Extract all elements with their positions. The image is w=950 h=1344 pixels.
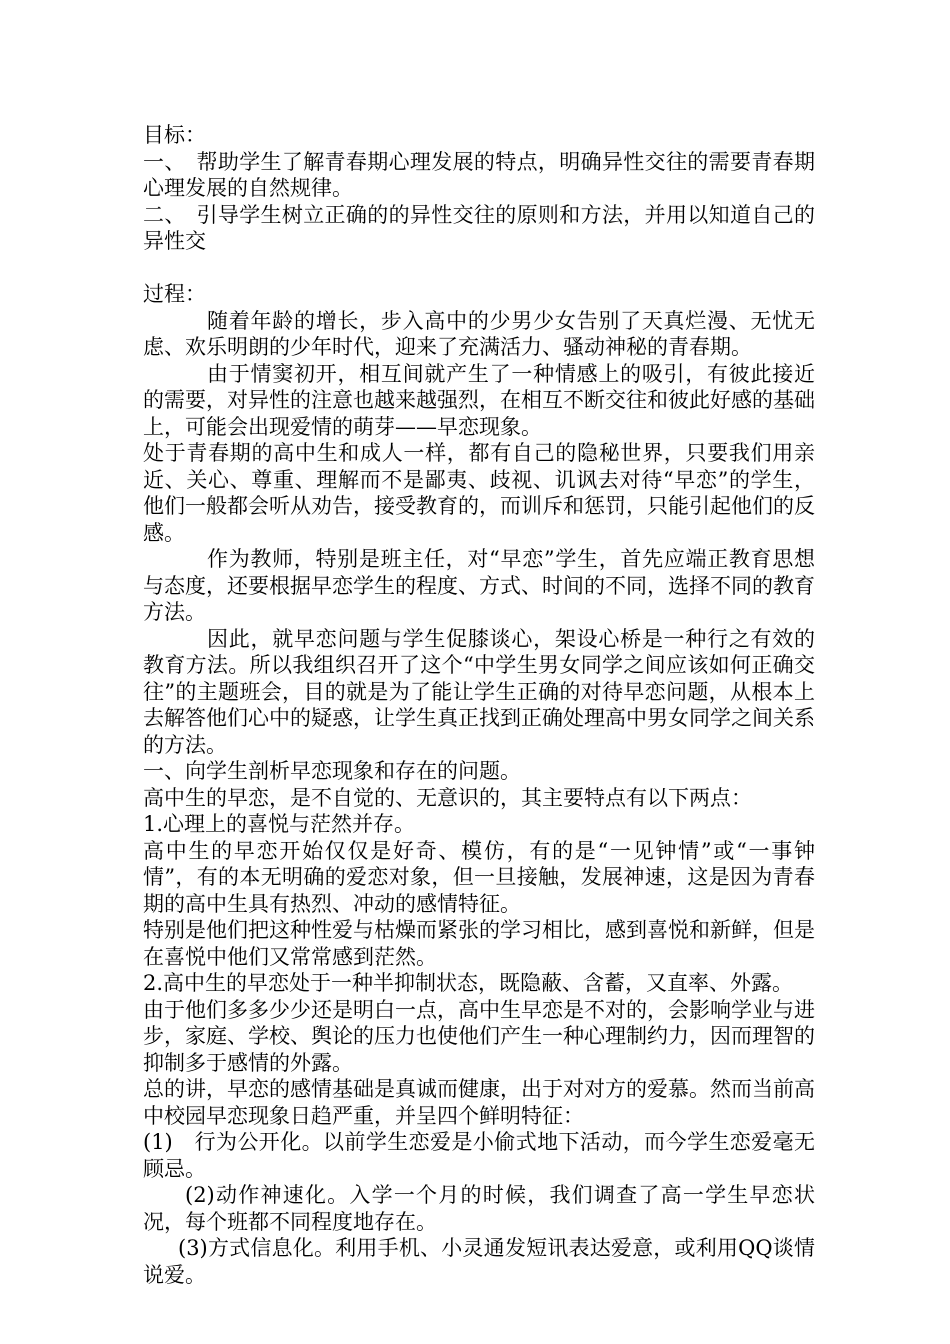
paragraph-summary: 总的讲，早恋的感情基础是真诚而健康，出于对对方的爱慕。然而当前高中校园早恋现象日趋严重，并呈四个鲜明特征： (143, 1077, 815, 1128)
blank-line (143, 255, 815, 282)
paragraph-joy: 特别是他们把这种性爱与枯燥而紧张的学习相比，感到喜悦和新鲜，但是在喜悦中他们又常常感到茫然。 (143, 918, 815, 969)
paragraph-secret-world: 处于青春期的高中生和成人一样，都有自己的隐秘世界，只要我们用亲近、关心、尊重、理解而不是鄙夷、歧视、讥讽去对待“早恋”的学生，他们一般都会听从劝告，接受教育的，而训斥和惩罚，只能引起他们的反感。 (143, 441, 815, 545)
goal-item-2: 二、 引导学生树立正确的的异性交往的原则和方法，并用以知道自己的异性交 (143, 202, 815, 253)
paragraph-curiosity: 高中生的早恋开始仅仅是好奇、模仿，有的是“一见钟情”或“一事钟情”，有的本无明确的爱恋对象，但一旦接触，发展神速，这是因为青春期的高中生具有热烈、冲动的感情特征。 (143, 838, 815, 916)
list-item-3: (3)方式信息化。利用手机、小灵通发短讯表达爱意，或利用QQ谈情说爱。 (143, 1236, 815, 1287)
document-page (143, 122, 815, 1288)
paragraph-attraction: 由于情窦初开，相互间就产生了一种情感上的吸引，有彼此接近的需要，对异性的注意也越来越强烈，在相互不断交往和彼此好感的基础上，可能会出现爱情的萌芽——早恋现象。 (143, 361, 815, 439)
process-heading: 过程： (143, 282, 206, 306)
paragraph-intro: 随着年龄的增长，步入高中的少男少女告别了天真烂漫、无忧无虑、欢乐明朗的少年时代，迎来了充满活力、骚动神秘的青春期。 (143, 308, 815, 359)
paragraph-teacher: 作为教师，特别是班主任，对“早恋”学生，首先应端正教育思想与态度，还要根据早恋学生的程度、方式、时间的不同，选择不同的教育方法。 (143, 547, 815, 624)
list-item-1: (1) 行为公开化。以前学生恋爱是小偷式地下活动，而今学生恋爱毫无顾忌。 (143, 1130, 815, 1181)
list-item-2: (2)动作神速化。入学一个月的时候，我们调查了高一学生早恋状况，每个班都不同程度地存在。 (143, 1183, 815, 1234)
paragraph-restraint: 由于他们多多少少还是明白一点，高中生早恋是不对的，会影响学业与进步，家庭、学校、舆论的压力也使他们产生一种心理制约力，因而理智的抑制多于感情的外露。 (143, 997, 815, 1075)
paragraph-method: 因此，就早恋问题与学生促膝谈心，架设心桥是一种行之有效的教育方法。所以我组织召开了这个“中学生男女同学之间应该如何正确交往”的主题班会，目的就是为了能让学生正确的对待早恋问题，从根本上去解答他们心中的疑惑，让学生真正找到正确处理高中男女同学之间关系的方法。 (143, 626, 815, 757)
feature-1-heading: 1.心理上的喜悦与茫然并存。 (143, 812, 416, 836)
goal-heading: 目标： (143, 123, 206, 147)
paragraph-features: 高中生的早恋，是不自觉的、无意识的，其主要特点有以下两点： (143, 785, 752, 810)
feature-2-heading: 2.高中生的早恋处于一种半抑制状态，既隐蔽、含蓄，又直率、外露。 (143, 971, 794, 995)
section-heading-1: 一、向学生剖析早恋现象和存在的问题。 (143, 759, 521, 783)
goal-item-1: 一、 帮助学生了解青春期心理发展的特点，明确异性交往的需要青春期心理发展的自然规律。 (143, 149, 815, 200)
